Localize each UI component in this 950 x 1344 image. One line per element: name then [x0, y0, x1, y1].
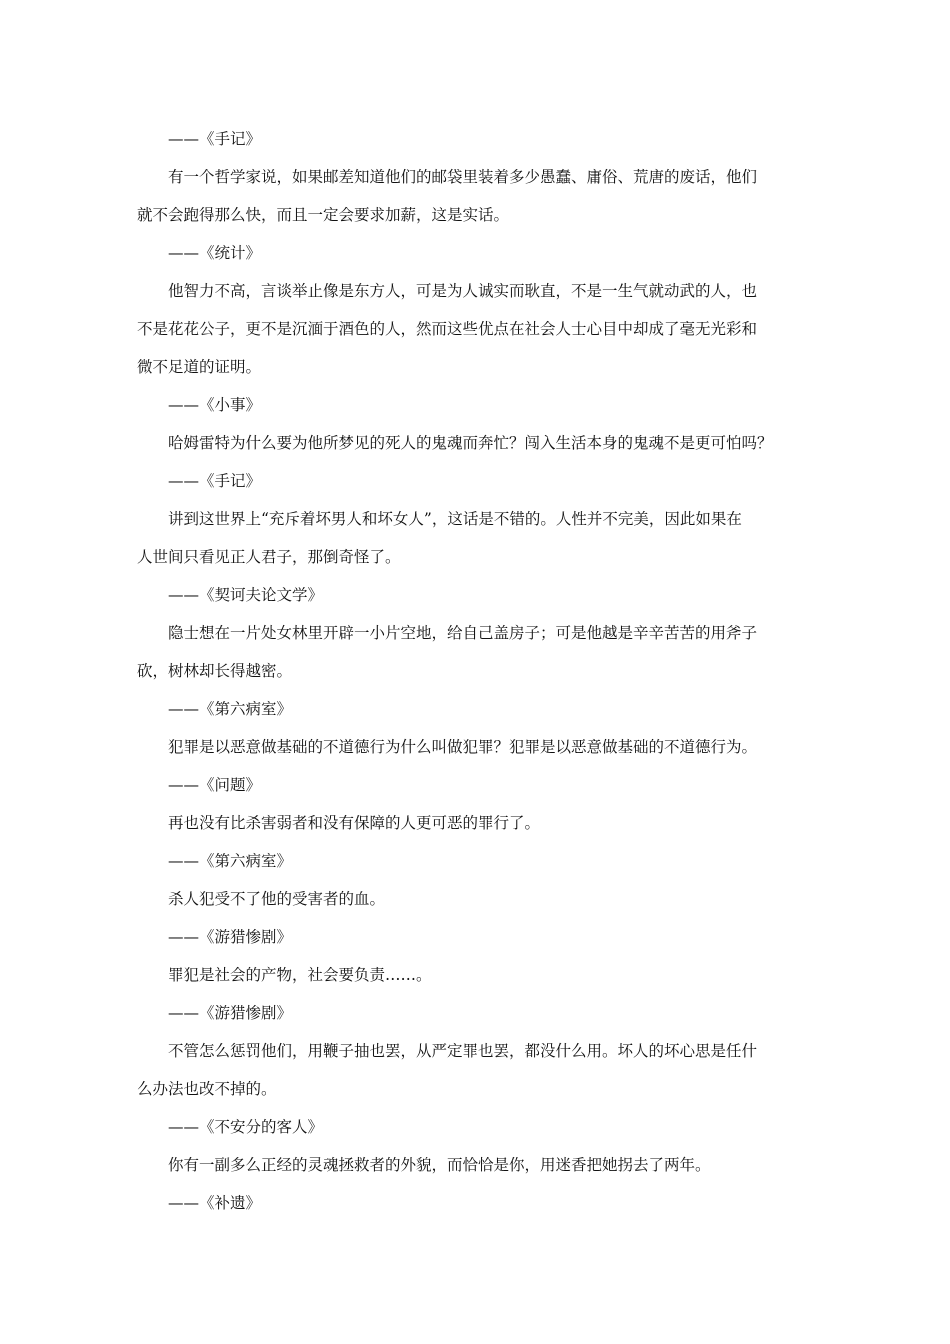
quote-paragraph	[137, 158, 815, 234]
quote-source: ——《游猎惨剧》	[168, 1004, 293, 1022]
quote-paragraph	[137, 804, 815, 842]
paragraph-line: 再也没有比杀害弱者和没有保障的人更可恶的罪行了。	[168, 814, 541, 832]
quote-paragraph	[137, 880, 815, 918]
quote-paragraph	[137, 424, 815, 462]
document-body	[137, 120, 815, 1222]
quote-paragraph	[137, 956, 815, 994]
quote-source: ——《手记》	[168, 130, 262, 148]
quote-paragraph	[137, 272, 815, 386]
paragraph-line: 砍，树林却长得越密。	[137, 662, 293, 680]
paragraph-line: 杀人犯受不了他的受害者的血。	[168, 890, 386, 908]
paragraph-line: 就不会跑得那么快，而且一定会要求加薪，这是实话。	[137, 206, 510, 224]
paragraph-line: 哈姆雷特为什么要为他所梦见的死人的鬼魂而奔忙？闯入生活本身的鬼魂不是更可怕吗？	[168, 434, 773, 452]
paragraph-line: 罪犯是社会的产物，社会要负责……。	[168, 966, 432, 984]
quote-source: ——《问题》	[168, 776, 262, 794]
paragraph-line: 不是花花公子，更不是沉湎于酒色的人，然而这些优点在社会人士心目中却成了毫无光彩和	[137, 320, 758, 338]
quote-source: ——《契诃夫论文学》	[168, 586, 324, 604]
quote-source: ——《游猎惨剧》	[168, 928, 293, 946]
quote-source: ——《补遗》	[168, 1194, 262, 1212]
quote-paragraph	[137, 728, 815, 766]
paragraph-line: 不管怎么惩罚他们，用鞭子抽也罢，从严定罪也罢，都没什么用。坏人的坏心思是任什	[168, 1042, 758, 1060]
quote-source: ——《不安分的客人》	[168, 1118, 324, 1136]
paragraph-line: 有一个哲学家说，如果邮差知道他们的邮袋里装着多少愚蠢、庸俗、荒唐的废话，他们	[168, 168, 758, 186]
paragraph-line: 犯罪是以恶意做基础的不道德行为什么叫做犯罪？犯罪是以恶意做基础的不道德行为。	[168, 738, 758, 756]
quote-source: ——《手记》	[168, 472, 262, 490]
paragraph-line: 讲到这世界上“充斥着坏男人和坏女人”，这话是不错的。人性并不完美，因此如果在	[168, 510, 742, 528]
paragraph-line: 隐士想在一片处女林里开辟一小片空地，给自己盖房子；可是他越是辛辛苦苦的用斧子	[168, 624, 758, 642]
quote-paragraph	[137, 1146, 815, 1184]
paragraph-line: 你有一副多么正经的灵魂拯救者的外貌，而恰恰是你，用迷香把她拐去了两年。	[168, 1156, 711, 1174]
paragraph-line: 人世间只看见正人君子，那倒奇怪了。	[137, 548, 401, 566]
quote-paragraph	[137, 500, 815, 576]
paragraph-line: 么办法也改不掉的。	[137, 1080, 277, 1098]
quote-paragraph	[137, 1032, 815, 1108]
quote-source: ——《小事》	[168, 396, 262, 414]
quote-paragraph	[137, 614, 815, 690]
quote-source: ——《第六病室》	[168, 700, 293, 718]
quote-source: ——《第六病室》	[168, 852, 293, 870]
quote-source: ——《统计》	[168, 244, 262, 262]
paragraph-line: 他智力不高，言谈举止像是东方人，可是为人诚实而耿直，不是一生气就动武的人，也	[168, 282, 758, 300]
paragraph-line: 微不足道的证明。	[137, 358, 262, 376]
